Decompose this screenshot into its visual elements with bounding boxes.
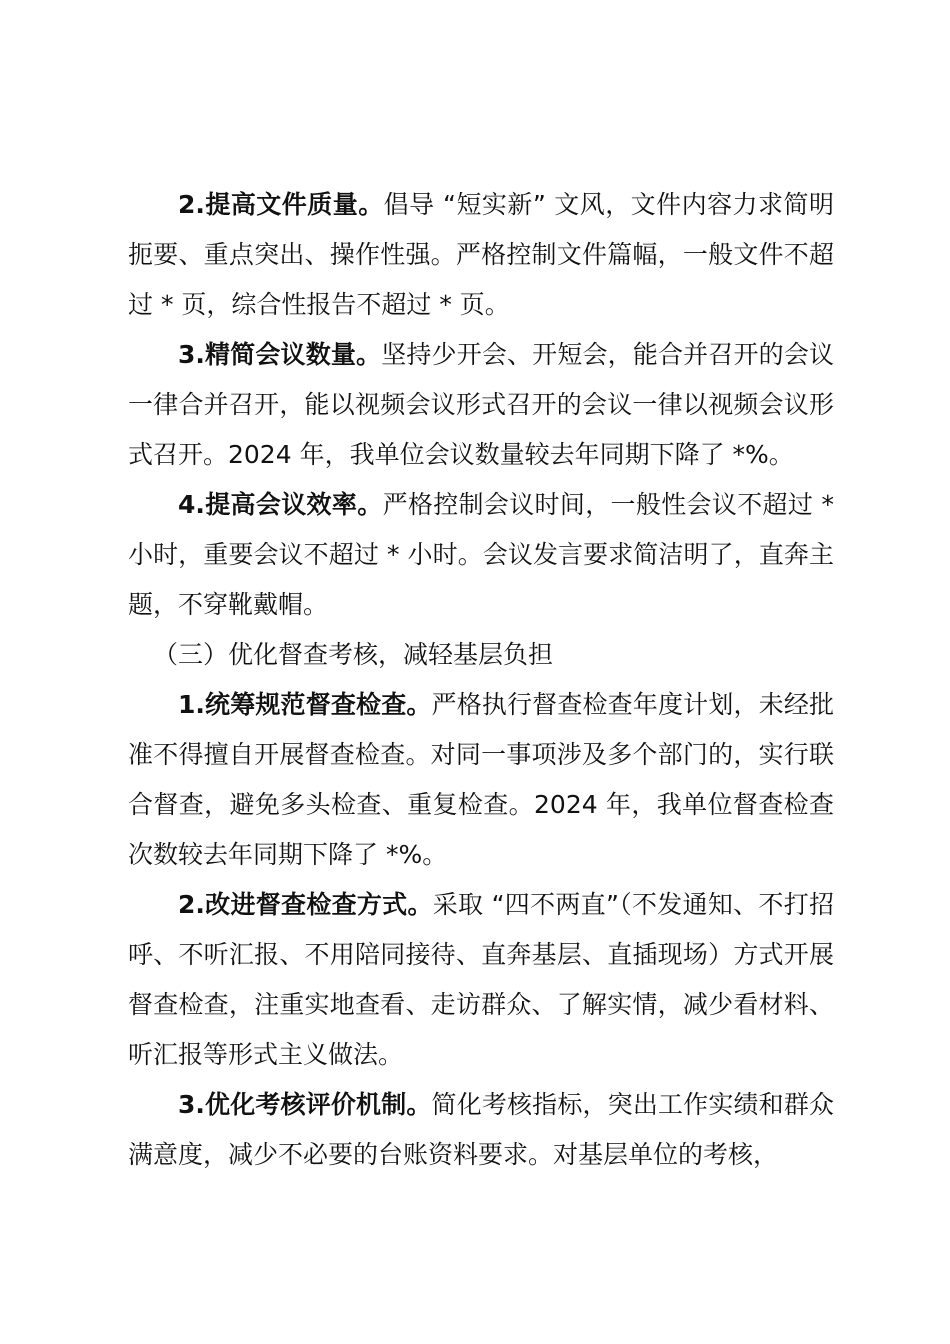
paragraph-meeting-efficiency bbox=[128, 480, 834, 630]
paragraph-body: 倡导 “短实新” 文风，文件内容力求简明扼要、重点突出、操作性强。严格控制文件篇幅，一般文件不超过 * 页，综合性报告不超过 * 页。 bbox=[128, 190, 834, 319]
paragraph-heading: 3.优化考核评价机制。 bbox=[178, 1090, 432, 1119]
paragraph-heading: 4.提高会议效率。 bbox=[178, 490, 383, 519]
paragraph-body: 简化考核指标，突出工作实绩和群众满意度，减少不必要的台账资料要求。对基层单位的考核， bbox=[128, 1090, 834, 1169]
paragraph-heading: 3.精简会议数量。 bbox=[178, 340, 382, 369]
paragraph-body: 采取 “四不两直”（不发通知、不打招呼、不听汇报、不用陪同接待、直奔基层、直插现场）方式开展督查检查，注重实地查看、走访群众、了解实情，减少看材料、听汇报等形式主义做法。 bbox=[128, 890, 834, 1069]
paragraph-reduce-meetings bbox=[128, 330, 834, 480]
paragraph-body: 严格控制会议时间，一般性会议不超过 * 小时，重要会议不超过 * 小时。会议发言要求简洁明了，直奔主题，不穿靴戴帽。 bbox=[128, 490, 834, 619]
document-page bbox=[128, 180, 834, 1180]
paragraph-optimize-evaluation bbox=[128, 1080, 834, 1180]
paragraph-heading: 2.改进督查检查方式。 bbox=[178, 890, 433, 919]
section-title: （三）优化督查考核，减轻基层负担 bbox=[153, 640, 554, 669]
paragraph-body: 坚持少开会、开短会，能合并召开的会议一律合并召开，能以视频会议形式召开的会议一律以视频会议形式召开。2024 年，我单位会议数量较去年同期下降了 *%。 bbox=[128, 340, 834, 469]
paragraph-body: 严格执行督查检查年度计划，未经批准不得擅自开展督查检查。对同一事项涉及多个部门的，实行联合督查，避免多头检查、重复检查。2024 年，我单位督查检查次数较去年同期下降了 *%。 bbox=[128, 690, 834, 869]
paragraph-improve-inspection-methods bbox=[128, 880, 834, 1080]
paragraph-improve-document-quality bbox=[128, 180, 834, 330]
paragraph-standardize-inspections bbox=[128, 680, 834, 880]
paragraph-heading: 1.统筹规范督查检查。 bbox=[178, 690, 432, 719]
paragraph-heading: 2.提高文件质量。 bbox=[178, 190, 384, 219]
